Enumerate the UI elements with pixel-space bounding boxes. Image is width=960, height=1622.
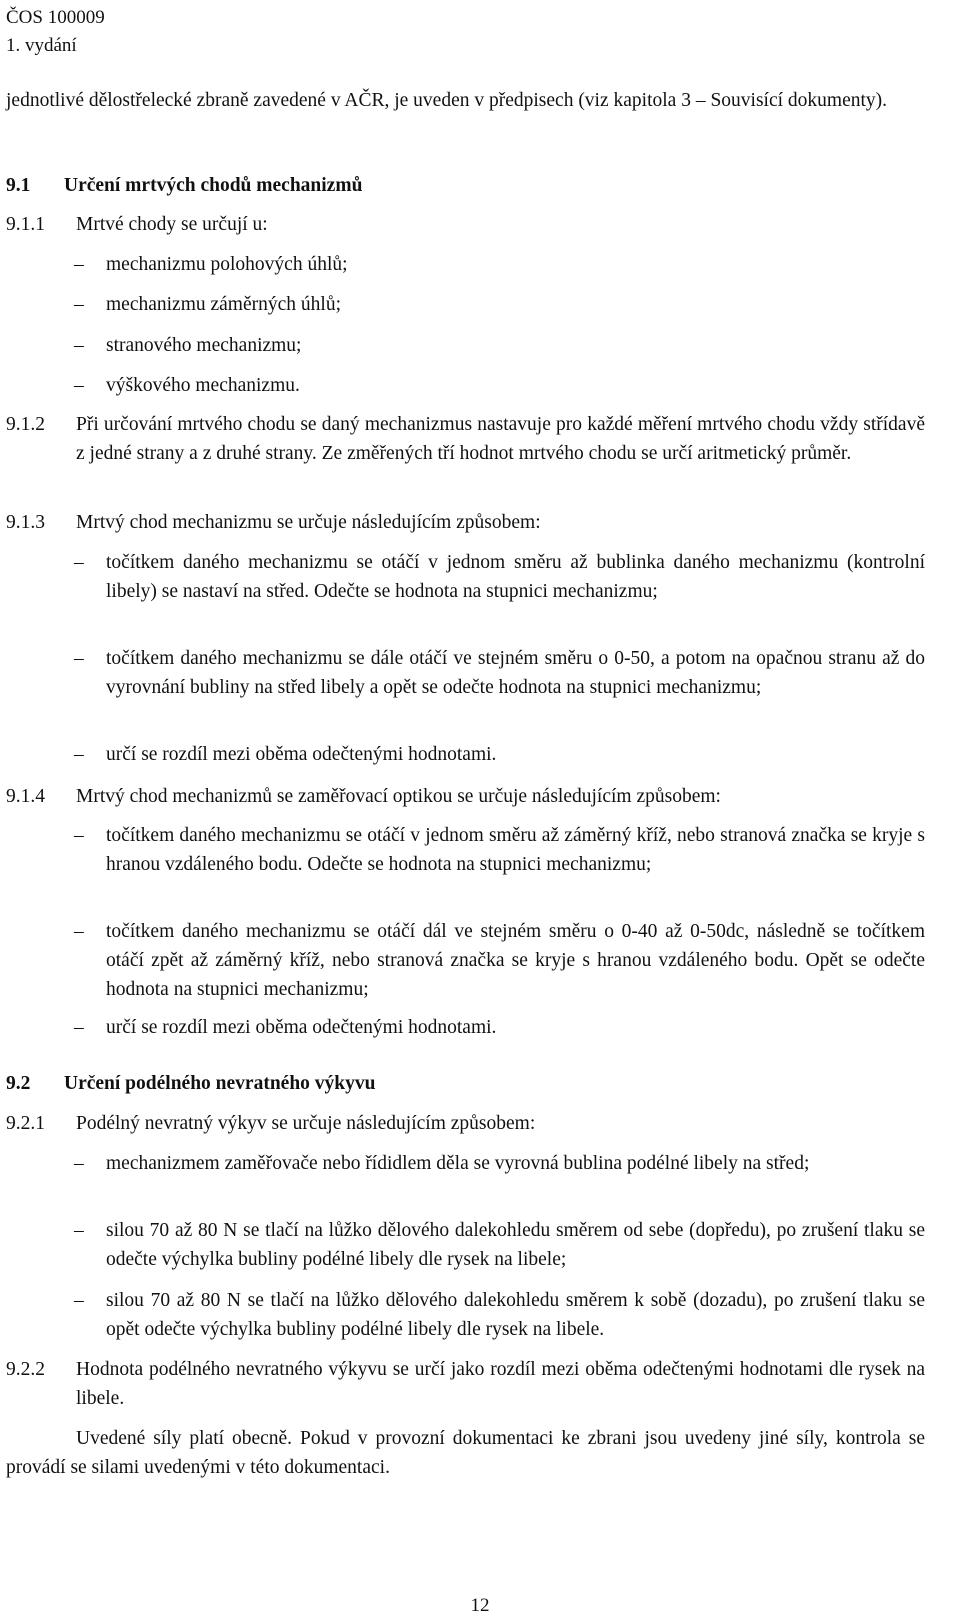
list-item: [6, 1286, 925, 1344]
dash-bullet: –: [74, 254, 84, 275]
list-item: [6, 290, 925, 319]
edition-label: 1. vydání: [6, 35, 77, 56]
clause-number: 9.1.1: [6, 214, 45, 235]
clause-9-1-2: [6, 410, 925, 468]
clause-9-2-2: [6, 1355, 925, 1413]
section-title: Určení podélného nevratného výkyvu: [64, 1073, 376, 1094]
section-number: 9.2: [6, 1073, 31, 1094]
list-item: [6, 250, 925, 279]
list-item: [6, 740, 925, 769]
document-code: ČOS 100009: [6, 7, 105, 28]
list-item-text: určí se rozdíl mezi oběma odečtenými hodnotami.: [106, 744, 497, 765]
list-item-text: výškového mechanizmu.: [106, 375, 300, 396]
list-item-text: mechanizmu polohových úhlů;: [106, 254, 348, 275]
page-number: 12: [470, 1595, 490, 1616]
clause-number: 9.1.3: [6, 512, 45, 533]
clause-text: Mrtvý chod mechanizmů se zaměřovací optikou se určuje následujícím způsobem:: [76, 786, 721, 807]
list-item: [6, 1149, 925, 1178]
list-item: [6, 644, 925, 702]
list-item: [6, 1216, 925, 1274]
list-item-text: určí se rozdíl mezi oběma odečtenými hodnotami.: [106, 1017, 497, 1038]
page-header: [6, 4, 105, 60]
clause-number: 9.2.2: [6, 1359, 45, 1380]
dash-bullet: –: [74, 1220, 84, 1241]
clause-text: Hodnota podélného nevratného výkyvu se určí jako rozdíl mezi oběma odečtenými hodnotami dle rysek na libele.: [76, 1359, 925, 1409]
section-title: Určení mrtvých chodů mechanizmů: [64, 175, 363, 196]
dash-bullet: –: [74, 648, 84, 669]
clause-text: Podélný nevratný výkyv se určuje následujícím způsobem:: [76, 1113, 536, 1134]
list-item: [6, 917, 925, 1004]
section-heading-9-2: [6, 1069, 925, 1098]
clause-9-1-3: [6, 508, 925, 537]
list-item: [6, 548, 925, 606]
dash-bullet: –: [74, 921, 84, 942]
list-item-text: silou 70 až 80 N se tlačí na lůžko dělového dalekohledu směrem k sobě (dozadu), po zrušení tlaku se opět odečte výchylka bubliny podélné libely dle rysek na libele.: [106, 1290, 925, 1340]
dash-bullet: –: [74, 1153, 84, 1174]
list-item-text: točítkem daného mechanizmu se dále otáčí ve stejném směru o 0-50, a potom na opačnou stranu až do vyrovnání bubliny na střed libely a opět se odečte hodnota na stupnici mechanizmu;: [106, 648, 925, 698]
clause-text: Mrtvé chody se určují u:: [76, 214, 268, 235]
clause-9-2-1: [6, 1109, 925, 1138]
clause-number: 9.2.1: [6, 1113, 45, 1134]
list-item-text: silou 70 až 80 N se tlačí na lůžko dělového dalekohledu směrem od sebe (dopředu), po zrušení tlaku se odečte výchylka bubliny podélné libely dle rysek na libele;: [106, 1220, 925, 1270]
list-item-text: točítkem daného mechanizmu se otáčí dál ve stejném směru o 0-40 až 0-50dc, následně se točítkem otáčí zpět až záměrný kříž, nebo stranová značka se kryje s hranou vzdáleného bodu. Opět se odečte hodnota na stupnici mechanizmu;: [106, 921, 925, 1000]
list-item-text: mechanizmem zaměřovače nebo řídidlem děla se vyrovná bublina podélné libely na střed;: [106, 1153, 810, 1174]
dash-bullet: –: [74, 375, 84, 396]
clause-text: Mrtvý chod mechanizmu se určuje následujícím způsobem:: [76, 512, 541, 533]
dash-bullet: –: [74, 335, 84, 356]
clause-text: Při určování mrtvého chodu se daný mechanizmus nastavuje pro každé měření mrtvého chodu vždy střídavě z jedné strany a z druhé strany. Ze změřených tří hodnot mrtvého chodu se určí aritmetický průměr.: [76, 414, 925, 464]
list-item-text: stranového mechanizmu;: [106, 335, 302, 356]
dash-bullet: –: [74, 744, 84, 765]
dash-bullet: –: [74, 552, 84, 573]
section-heading-9-1: [6, 171, 925, 200]
dash-bullet: –: [74, 294, 84, 315]
list-item-text: točítkem daného mechanizmu se otáčí v jednom směru až bublinka daného mechanizmu (kontrolní libely) se nastaví na střed. Odečte se hodnota na stupnici mechanizmu;: [106, 552, 925, 602]
intro-paragraph: jednotlivé dělostřelecké zbraně zavedené v AČR, je uveden v předpisech (viz kapitola 3 – Souvisící dokumenty).: [6, 90, 888, 111]
closing-paragraph: Uvedené síly platí obecně. Pokud v provozní dokumentaci ke zbrani jsou uvedeny jiné síly, kontrola se provádí se silami uvedenými v této dokumentaci.: [6, 1428, 925, 1478]
list-item: [6, 331, 925, 360]
list-item: [6, 821, 925, 879]
clause-9-1-1: [6, 210, 925, 239]
dash-bullet: –: [74, 1017, 84, 1038]
list-item: [6, 371, 925, 400]
clause-number: 9.1.2: [6, 414, 45, 435]
list-item-text: mechanizmu záměrných úhlů;: [106, 294, 341, 315]
list-item-text: točítkem daného mechanizmu se otáčí v jednom směru až záměrný kříž, nebo stranová značka se kryje s hranou vzdáleného bodu. Odečte se hodnota na stupnici mechanizmu;: [106, 825, 925, 875]
clause-number: 9.1.4: [6, 786, 45, 807]
clause-9-1-4: [6, 782, 925, 811]
dash-bullet: –: [74, 1290, 84, 1311]
dash-bullet: –: [74, 825, 84, 846]
list-item: [6, 1013, 925, 1042]
section-number: 9.1: [6, 175, 31, 196]
